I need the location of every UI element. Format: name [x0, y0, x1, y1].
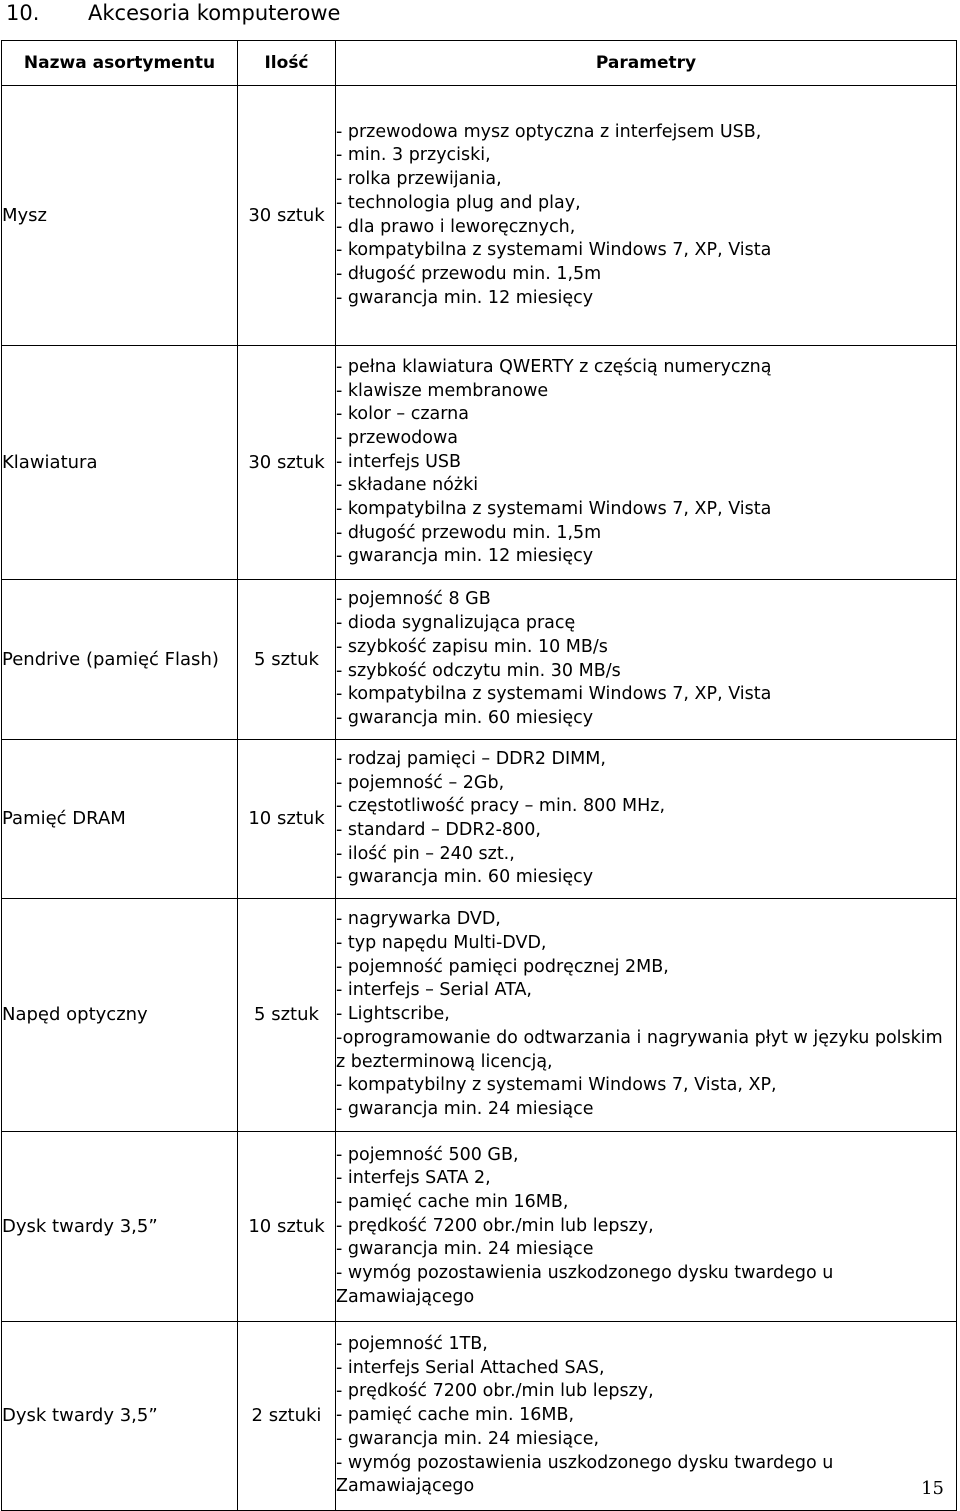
param-line: - kompatybilna z systemami Windows 7, XP, Vista	[336, 499, 772, 520]
param-line: - gwarancja min. 60 miesięcy	[336, 867, 594, 888]
item-name: Klawiatura	[2, 346, 238, 580]
param-line: - szybkość odczytu min. 30 MB/s	[336, 660, 621, 681]
table-row	[2, 899, 957, 1132]
param-line: - rodzaj pamięci – DDR2 DIMM,	[336, 748, 606, 769]
param-line: - klawisze membranowe	[336, 380, 549, 401]
item-name: Dysk twardy 3,5”	[2, 1132, 238, 1322]
param-line: - pojemność 8 GB	[336, 589, 491, 610]
param-line: - pojemność 500 GB,	[336, 1144, 519, 1165]
param-line: - Lightscribe,	[336, 1004, 450, 1025]
table-row	[2, 86, 957, 346]
param-line: - kompatybilna z systemami Windows 7, XP, Vista	[336, 240, 772, 261]
item-name: Dysk twardy 3,5”	[2, 1322, 238, 1511]
page-number: 15	[921, 1478, 944, 1499]
param-line: - długość przewodu min. 1,5m	[336, 263, 602, 284]
param-line: - pojemność 1TB,	[336, 1334, 488, 1355]
section-title: Akcesoria komputerowe	[88, 1, 341, 25]
item-name: Pamięć DRAM	[2, 740, 238, 899]
table-row	[2, 346, 957, 580]
table-header-row	[2, 41, 957, 86]
param-line: - częstotliwość pracy – min. 800 MHz,	[336, 796, 666, 817]
table-row	[2, 740, 957, 899]
param-line: - pojemność – 2Gb,	[336, 772, 505, 793]
param-line: - interfejs SATA 2,	[336, 1168, 491, 1189]
item-qty: 5 sztuk	[238, 580, 336, 740]
param-line: -oprogramowanie do odtwarzania i nagrywania płyt w języku polskim z bezterminową licencją,	[336, 1027, 949, 1072]
item-params	[336, 1132, 957, 1322]
param-line: - standard – DDR2-800,	[336, 820, 541, 840]
param-line: - szybkość zapisu min. 10 MB/s	[336, 636, 608, 657]
param-line: - długość przewodu min. 1,5m	[336, 522, 602, 543]
param-line: - technologia plug and play,	[336, 192, 581, 213]
param-line: - wymóg pozostawienia uszkodzonego dysku twardego u Zamawiającego	[336, 1452, 839, 1497]
header-name: Nazwa asortymentu	[2, 41, 238, 86]
param-line: - rolka przewijania,	[336, 169, 502, 190]
param-line: - pojemność pamięci podręcznej 2MB,	[336, 956, 669, 977]
param-line: - przewodowa mysz optyczna z interfejsem USB,	[336, 121, 762, 142]
item-params	[336, 580, 957, 740]
item-params	[336, 86, 957, 346]
header-qty: Ilość	[238, 41, 336, 86]
table-row	[2, 1322, 957, 1511]
item-qty: 2 sztuki	[238, 1322, 336, 1511]
param-line: - interfejs USB	[336, 451, 462, 472]
item-qty: 30 sztuk	[238, 346, 336, 580]
item-name: Mysz	[2, 86, 238, 346]
item-params	[336, 1322, 957, 1511]
item-qty: 5 sztuk	[238, 899, 336, 1132]
param-line: - gwarancja min. 12 miesięcy	[336, 546, 594, 567]
param-line: - nagrywarka DVD,	[336, 909, 501, 930]
param-line: - gwarancja min. 24 miesiące,	[336, 1428, 600, 1449]
item-params	[336, 740, 957, 899]
section-number: 10.	[6, 1, 40, 25]
param-line: - prędkość 7200 obr./min lub lepszy,	[336, 1381, 654, 1402]
param-line: - ilość pin – 240 szt.,	[336, 843, 515, 864]
param-line: - kolor – czarna	[336, 404, 469, 425]
param-line: - pamięć cache min. 16MB,	[336, 1405, 575, 1426]
item-params	[336, 899, 957, 1132]
param-line: - wymóg pozostawienia uszkodzonego dysku twardego u Zamawiającego	[336, 1263, 839, 1307]
item-name: Pendrive (pamięć Flash)	[2, 580, 238, 740]
param-line: - składane nóżki	[336, 475, 479, 496]
param-line: - prędkość 7200 obr./min lub lepszy,	[336, 1215, 654, 1236]
item-params	[336, 346, 957, 580]
param-line: - typ napędu Multi-DVD,	[336, 933, 547, 954]
param-line: - min. 3 przyciski,	[336, 145, 491, 166]
param-line: - gwarancja min. 12 miesięcy	[336, 287, 594, 308]
param-line: - gwarancja min. 60 miesięcy	[336, 707, 594, 728]
accessories-table	[1, 40, 957, 1511]
param-line: - pełna klawiatura QWERTY z częścią numeryczną	[336, 356, 772, 377]
param-line: - przewodowa	[336, 427, 459, 448]
param-line: - gwarancja min. 24 miesiące	[336, 1098, 594, 1119]
param-line: - interfejs Serial Attached SAS,	[336, 1357, 605, 1378]
param-line: - dioda sygnalizująca pracę	[336, 613, 576, 634]
param-line: - kompatybilny z systemami Windows 7, Vista, XP,	[336, 1075, 777, 1096]
param-line: - gwarancja min. 24 miesiące	[336, 1239, 594, 1260]
param-line: - kompatybilna z systemami Windows 7, XP, Vista	[336, 684, 772, 705]
item-qty: 10 sztuk	[238, 1132, 336, 1322]
item-qty: 30 sztuk	[238, 86, 336, 346]
table-row	[2, 1132, 957, 1322]
item-name: Napęd optyczny	[2, 899, 238, 1132]
param-line: - dla prawo i leworęcznych,	[336, 216, 576, 237]
item-qty: 10 sztuk	[238, 740, 336, 899]
param-line: - pamięć cache min 16MB,	[336, 1191, 569, 1212]
section-heading	[6, 0, 340, 28]
table-row	[2, 580, 957, 740]
header-params: Parametry	[336, 41, 957, 86]
param-line: - interfejs – Serial ATA,	[336, 980, 532, 1001]
